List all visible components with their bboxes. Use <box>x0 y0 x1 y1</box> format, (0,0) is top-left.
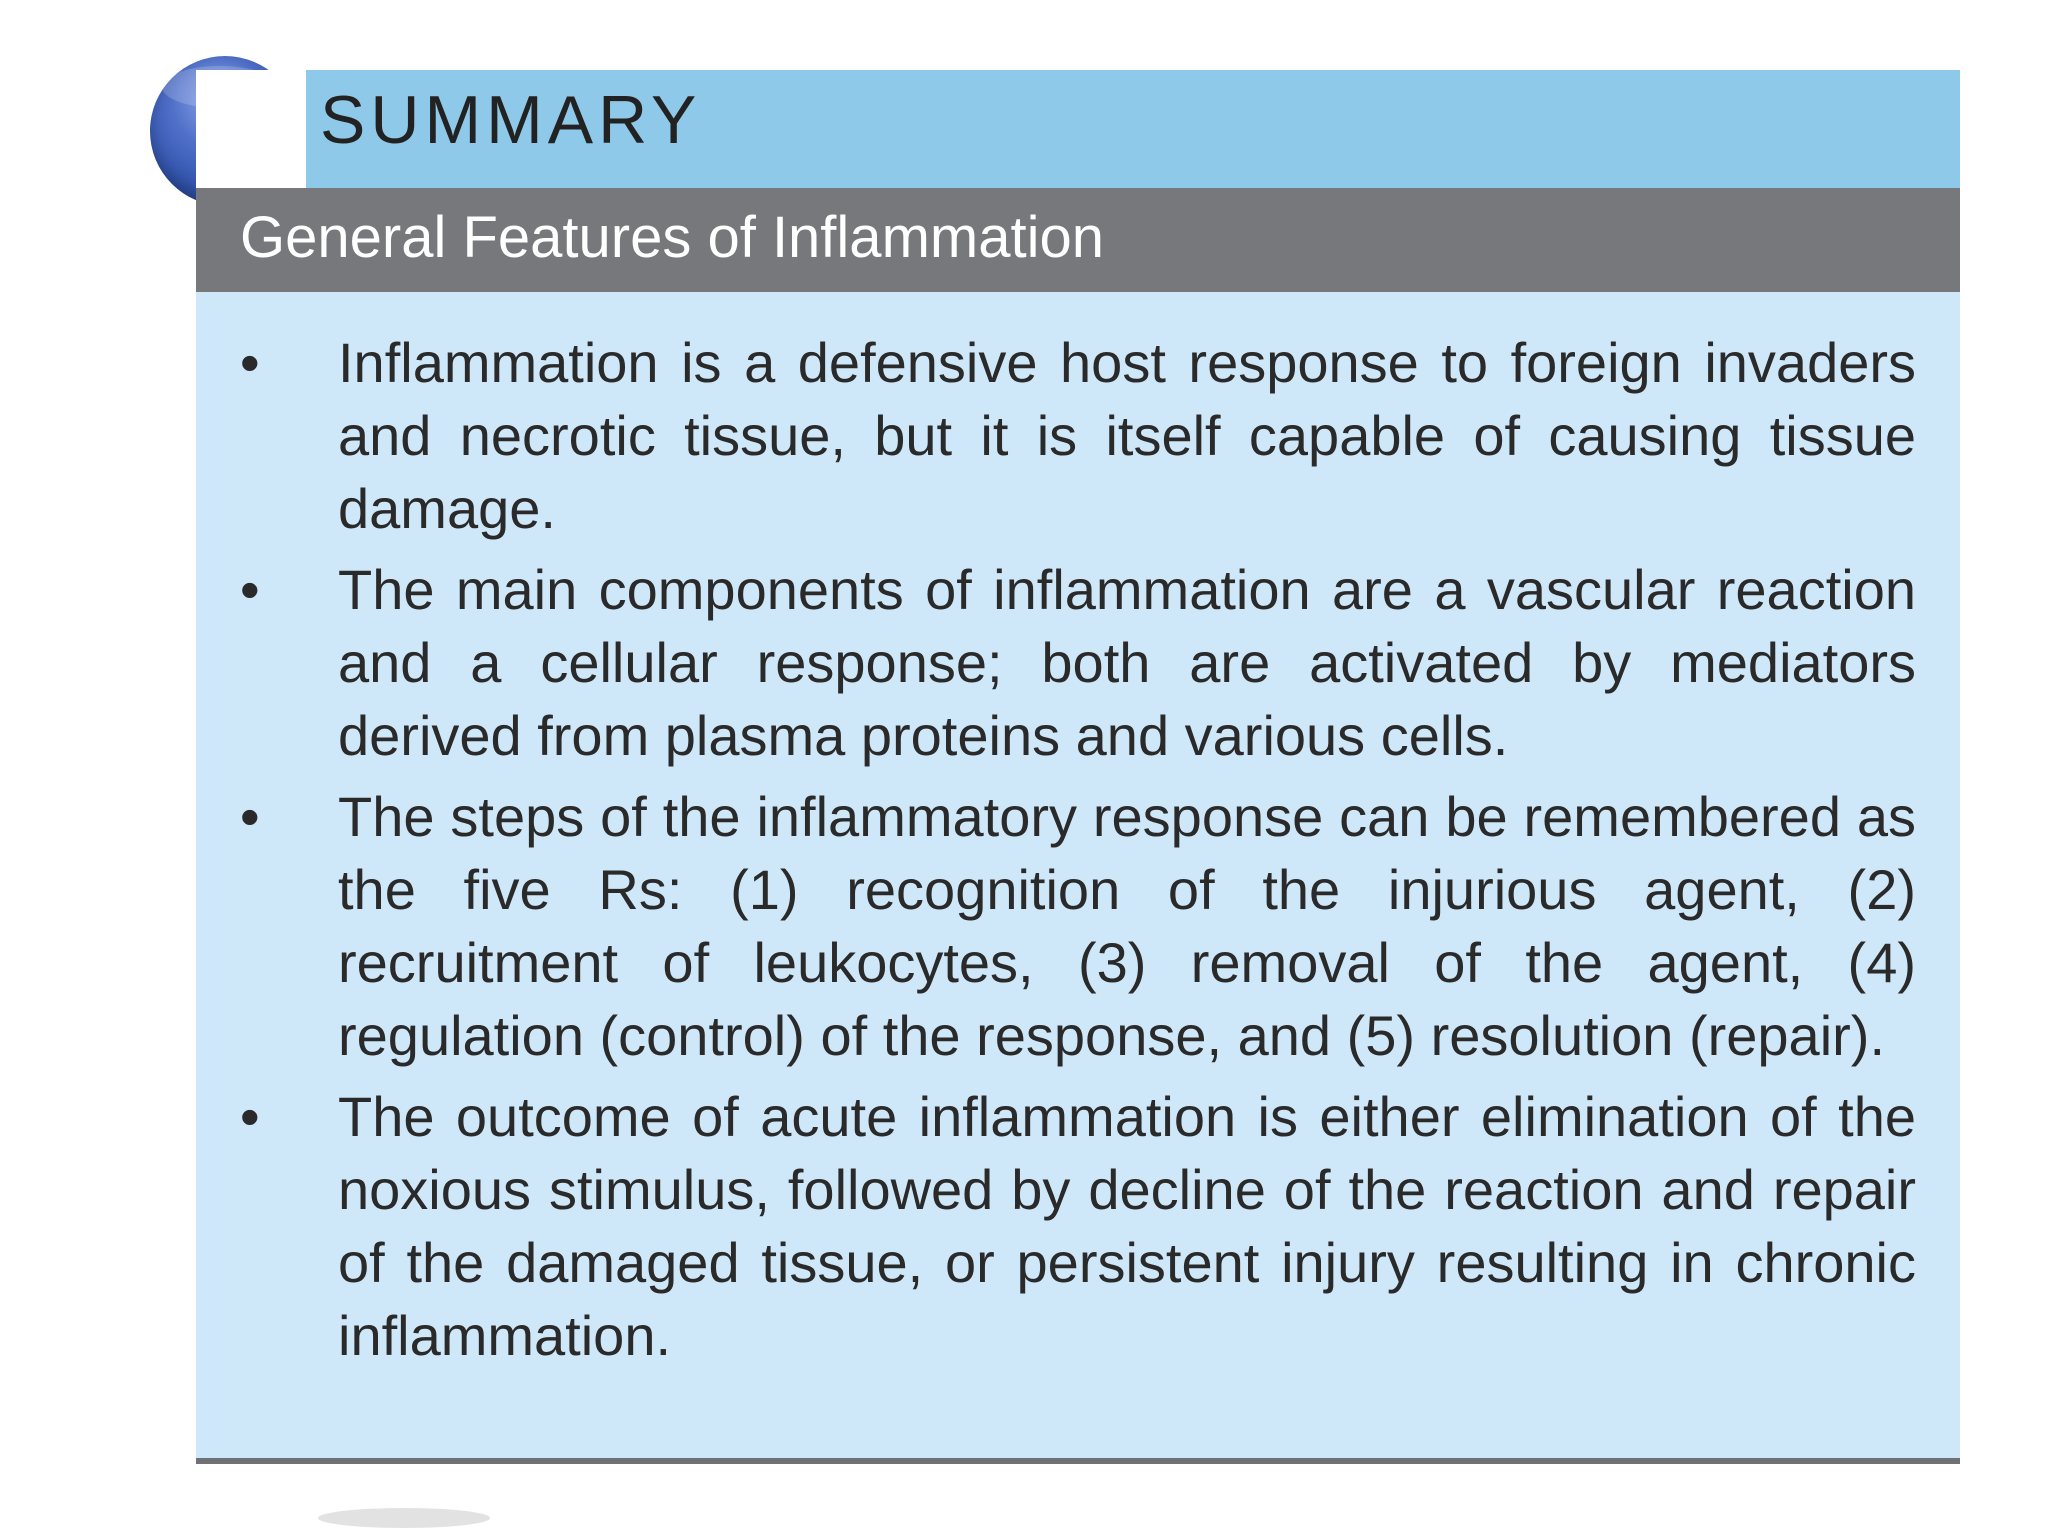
bullet-text: Inflammation is a defensive host response to foreign invaders and necrotic tissue, but it is itself capable of causing tissue damage. <box>338 331 1916 540</box>
section-header <box>196 188 1960 292</box>
bullet-item <box>196 780 1960 1072</box>
decorative-shadow <box>318 1508 490 1528</box>
bullet-list <box>196 326 1960 1380</box>
bullet-icon: • <box>240 1085 260 1148</box>
bullet-text: The steps of the inflammatory response can be remembered as the five Rs: (1) recognition of the injurious agent, (2) recruitment of leukocytes, (3) removal of the agent, (4) regulation (control) of the response, and (5) resolution (repair). <box>338 785 1916 1067</box>
bullet-text: The outcome of acute inflammation is either elimination of the noxious stimulus, followed by decline of the reaction and repair of the damaged tissue, or persistent injury resulting in chronic inflammation. <box>338 1085 1916 1367</box>
bullet-item <box>196 326 1960 545</box>
bullet-text: The main components of inflammation are a vascular reaction and a cellular response; both are activated by mediators derived from plasma proteins and various cells. <box>338 558 1916 767</box>
summary-title: SUMMARY <box>320 82 702 158</box>
summary-header <box>196 70 1960 188</box>
bullet-icon: • <box>240 785 260 848</box>
bullet-item <box>196 1080 1960 1372</box>
header-left-cutout <box>196 70 306 188</box>
bullet-item <box>196 553 1960 772</box>
bottom-rule <box>196 1458 1960 1464</box>
summary-content <box>196 292 1960 1458</box>
bullet-icon: • <box>240 558 260 621</box>
bullet-icon: • <box>240 331 260 394</box>
section-title: General Features of Inflammation <box>240 205 1104 270</box>
summary-box <box>196 70 1960 1466</box>
